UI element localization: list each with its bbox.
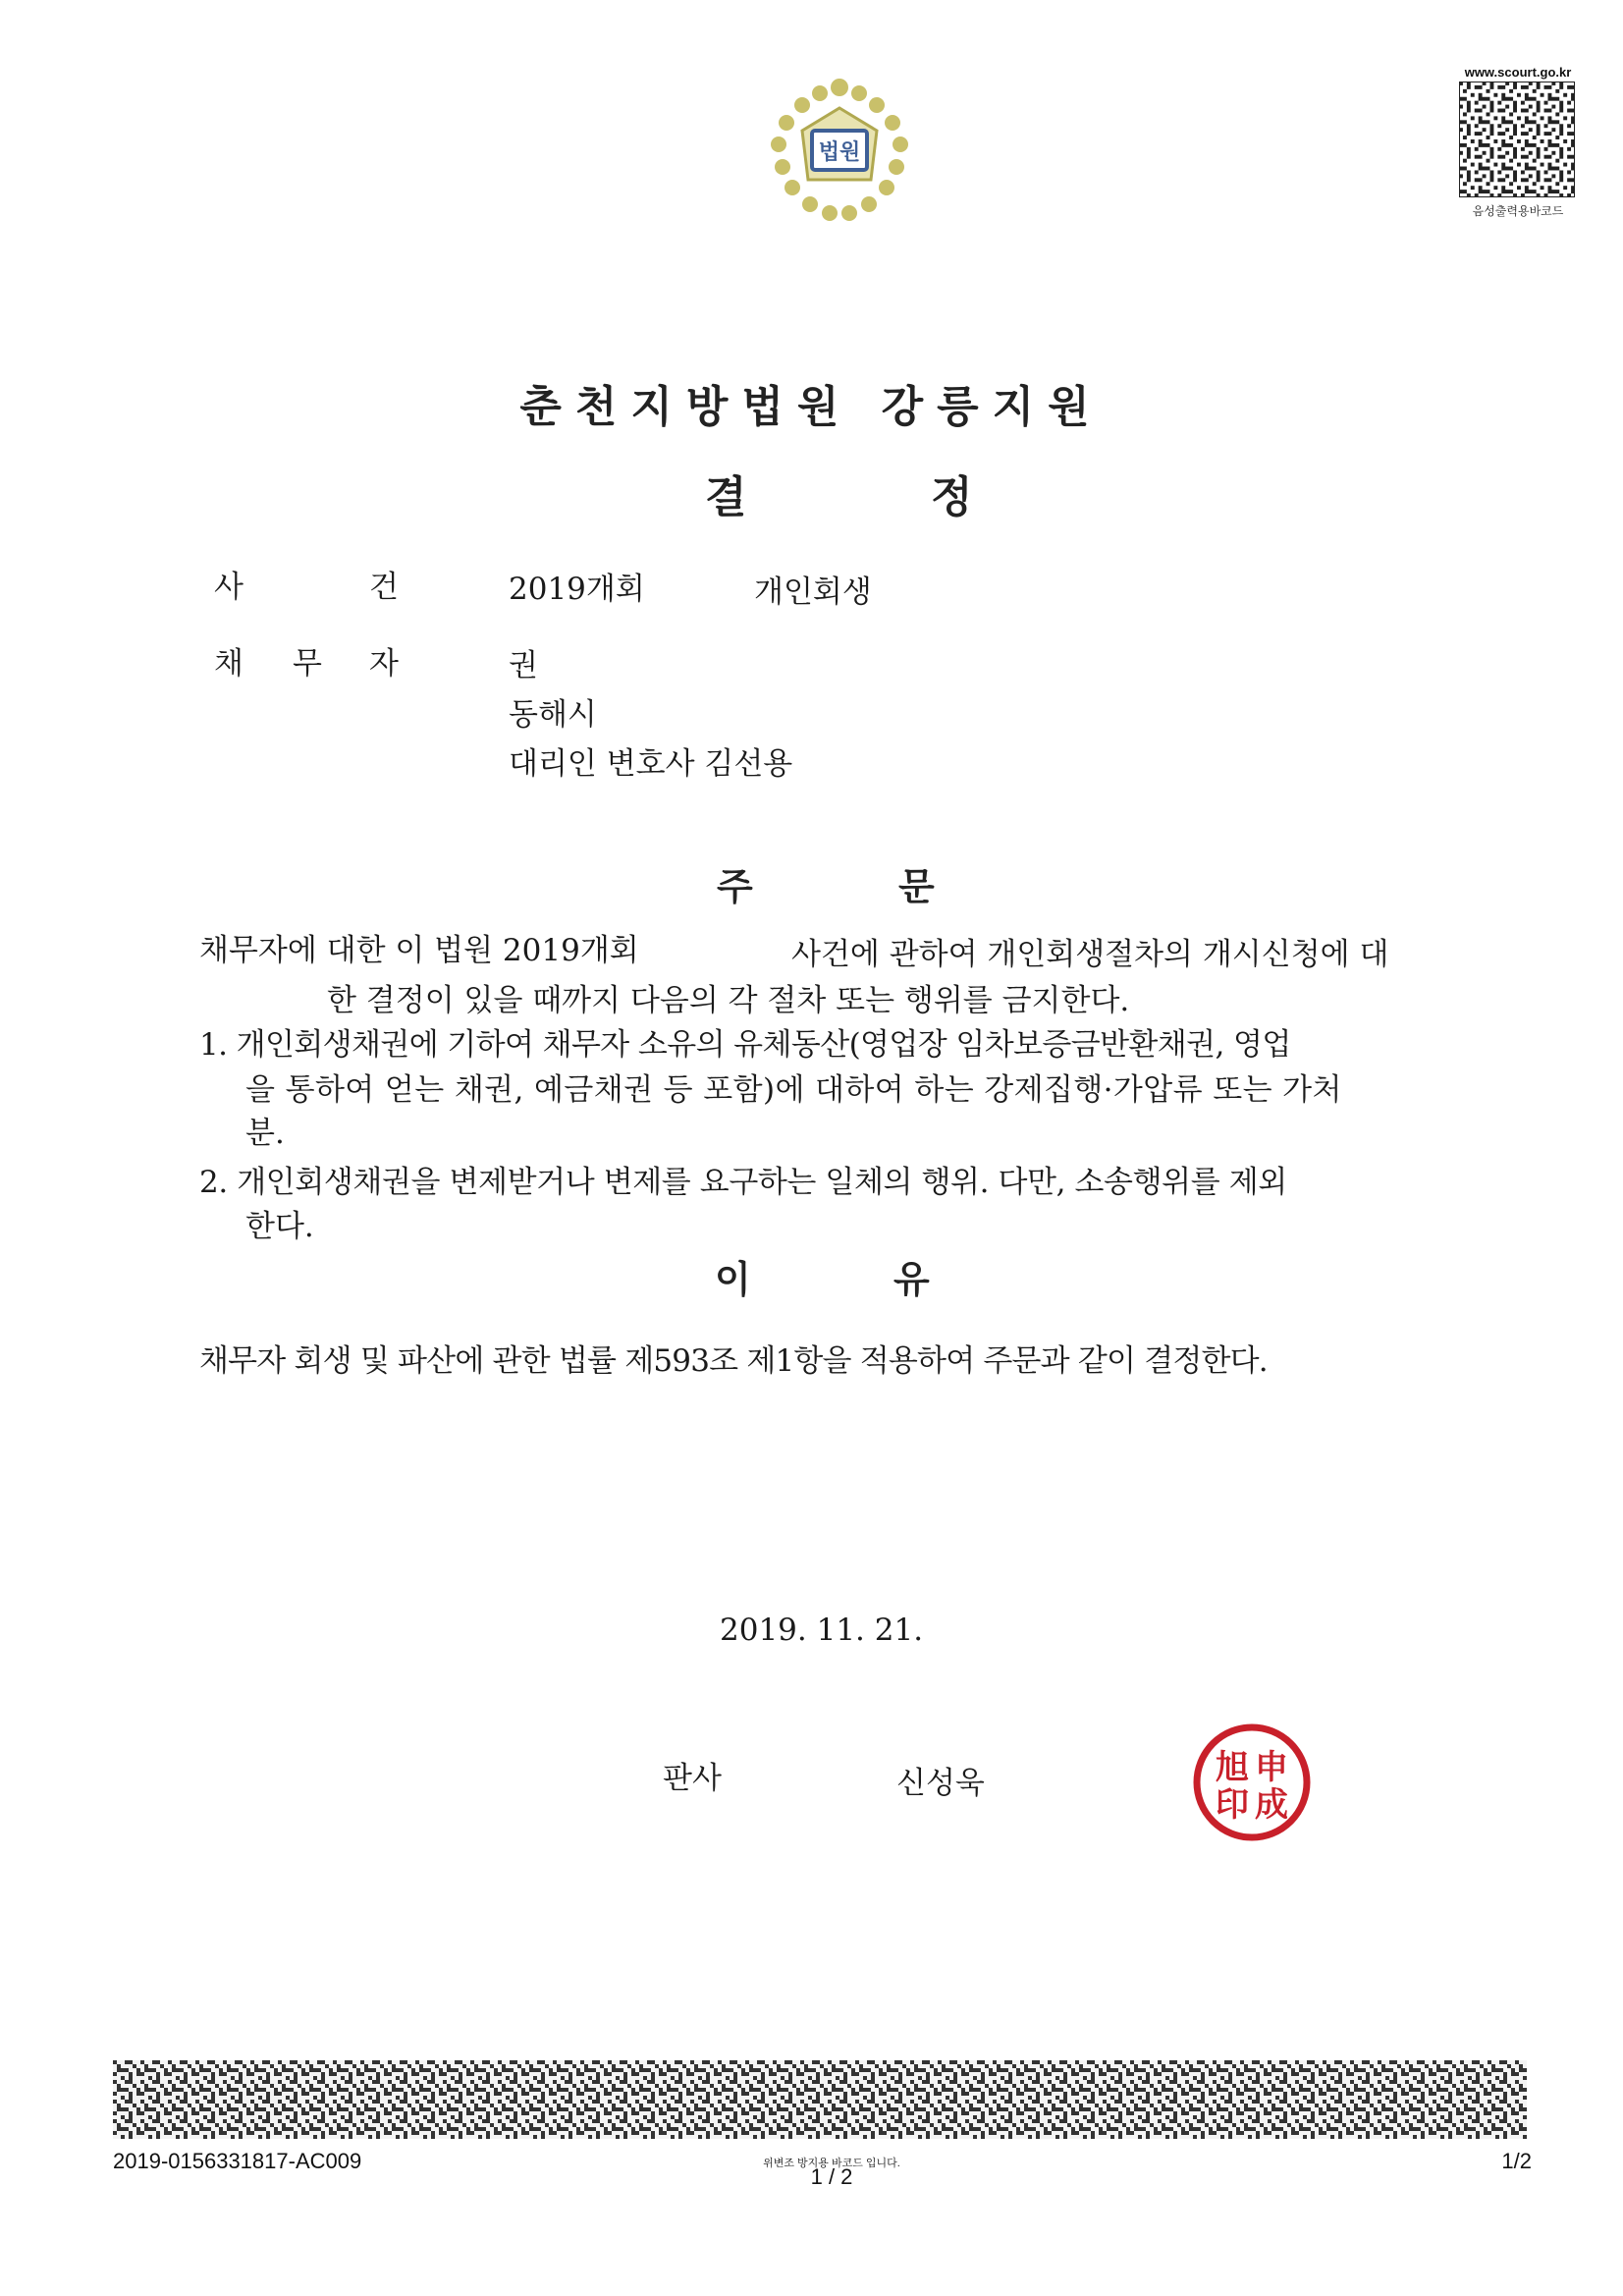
reason-heading-left: 이 (715, 1258, 751, 1301)
decision-date: 2019. 11. 21. (720, 1613, 924, 1648)
order-item1-line3: 분. (245, 1116, 285, 1151)
judge-title: 판사 (663, 1761, 722, 1796)
page-number-center: 1 / 2 (810, 2164, 853, 2189)
debtor-label-c: 자 (369, 646, 399, 682)
debtor-label-b: 무 (293, 646, 322, 682)
website-url: www.scourt.go.kr (1464, 65, 1572, 80)
order-heading-right: 문 (898, 865, 935, 908)
debtor-label-a: 채 (214, 646, 243, 682)
qr-barcode-icon (1459, 82, 1575, 197)
anti-forgery-barcode-icon (113, 2060, 1527, 2139)
reason-heading-right: 유 (893, 1258, 930, 1301)
seal-char-2: 成 (1255, 1785, 1288, 1825)
order-intro-1a: 채무자에 대한 이 법원 2019개회 (199, 933, 639, 968)
doc-title-right: 정 (931, 472, 973, 522)
doc-title-left: 결 (705, 472, 747, 522)
seal-char-3: 旭 (1216, 1748, 1249, 1787)
court-name: 춘천지방법원 강릉지원 (519, 382, 1104, 432)
barcode-notice: 위변조 방지용 바코드 입니다. (763, 2158, 900, 2169)
judge-name: 신성욱 (896, 1766, 985, 1801)
document-id: 2019-0156331817-AC009 (113, 2149, 362, 2173)
court-emblem-icon (761, 74, 918, 226)
emblem-text: 법원 (818, 140, 861, 165)
case-number: 2019개회 (509, 572, 645, 607)
debtor-attorney: 대리인 변호사 김선용 (509, 746, 793, 782)
order-item2-line2: 한다. (245, 1209, 314, 1244)
seal-char-1: 申 (1255, 1748, 1288, 1787)
case-type: 개인회생 (754, 574, 872, 610)
reason-text: 채무자 회생 및 파산에 관한 법률 제593조 제1항을 적용하여 주문과 같이 결정한다. (199, 1343, 1268, 1379)
order-item1-line1: 1. 개인회생채권에 기하여 채무자 소유의 유체동산(영업장 임차보증금반환채권, 영업 (199, 1027, 1291, 1063)
barcode-label: 음성출력용바코드 (1472, 204, 1564, 218)
order-item2-line1: 2. 개인회생채권을 변제받거나 변제를 요구하는 일체의 행위. 다만, 소송행위를 제외 (199, 1165, 1287, 1200)
order-intro-2: 한 결정이 있을 때까지 다음의 각 절차 또는 행위를 금지한다. (327, 983, 1130, 1018)
judge-seal-icon (1183, 1714, 1321, 1851)
case-label-a: 사 (214, 570, 243, 605)
debtor-address: 동해시 (509, 697, 597, 733)
order-item1-line2: 을 통하여 얻는 채권, 예금채권 등 포함)에 대하여 하는 강제집행·가압류 또는 가처 (245, 1072, 1342, 1108)
seal-char-4: 印 (1216, 1785, 1249, 1825)
order-heading-left: 주 (717, 865, 753, 908)
order-intro-1b: 사건에 관하여 개인회생절차의 개시신청에 대 (791, 937, 1389, 972)
page-number-right: 1/2 (1501, 2149, 1532, 2173)
debtor-name: 권 (509, 648, 538, 683)
case-label-b: 건 (369, 570, 399, 605)
